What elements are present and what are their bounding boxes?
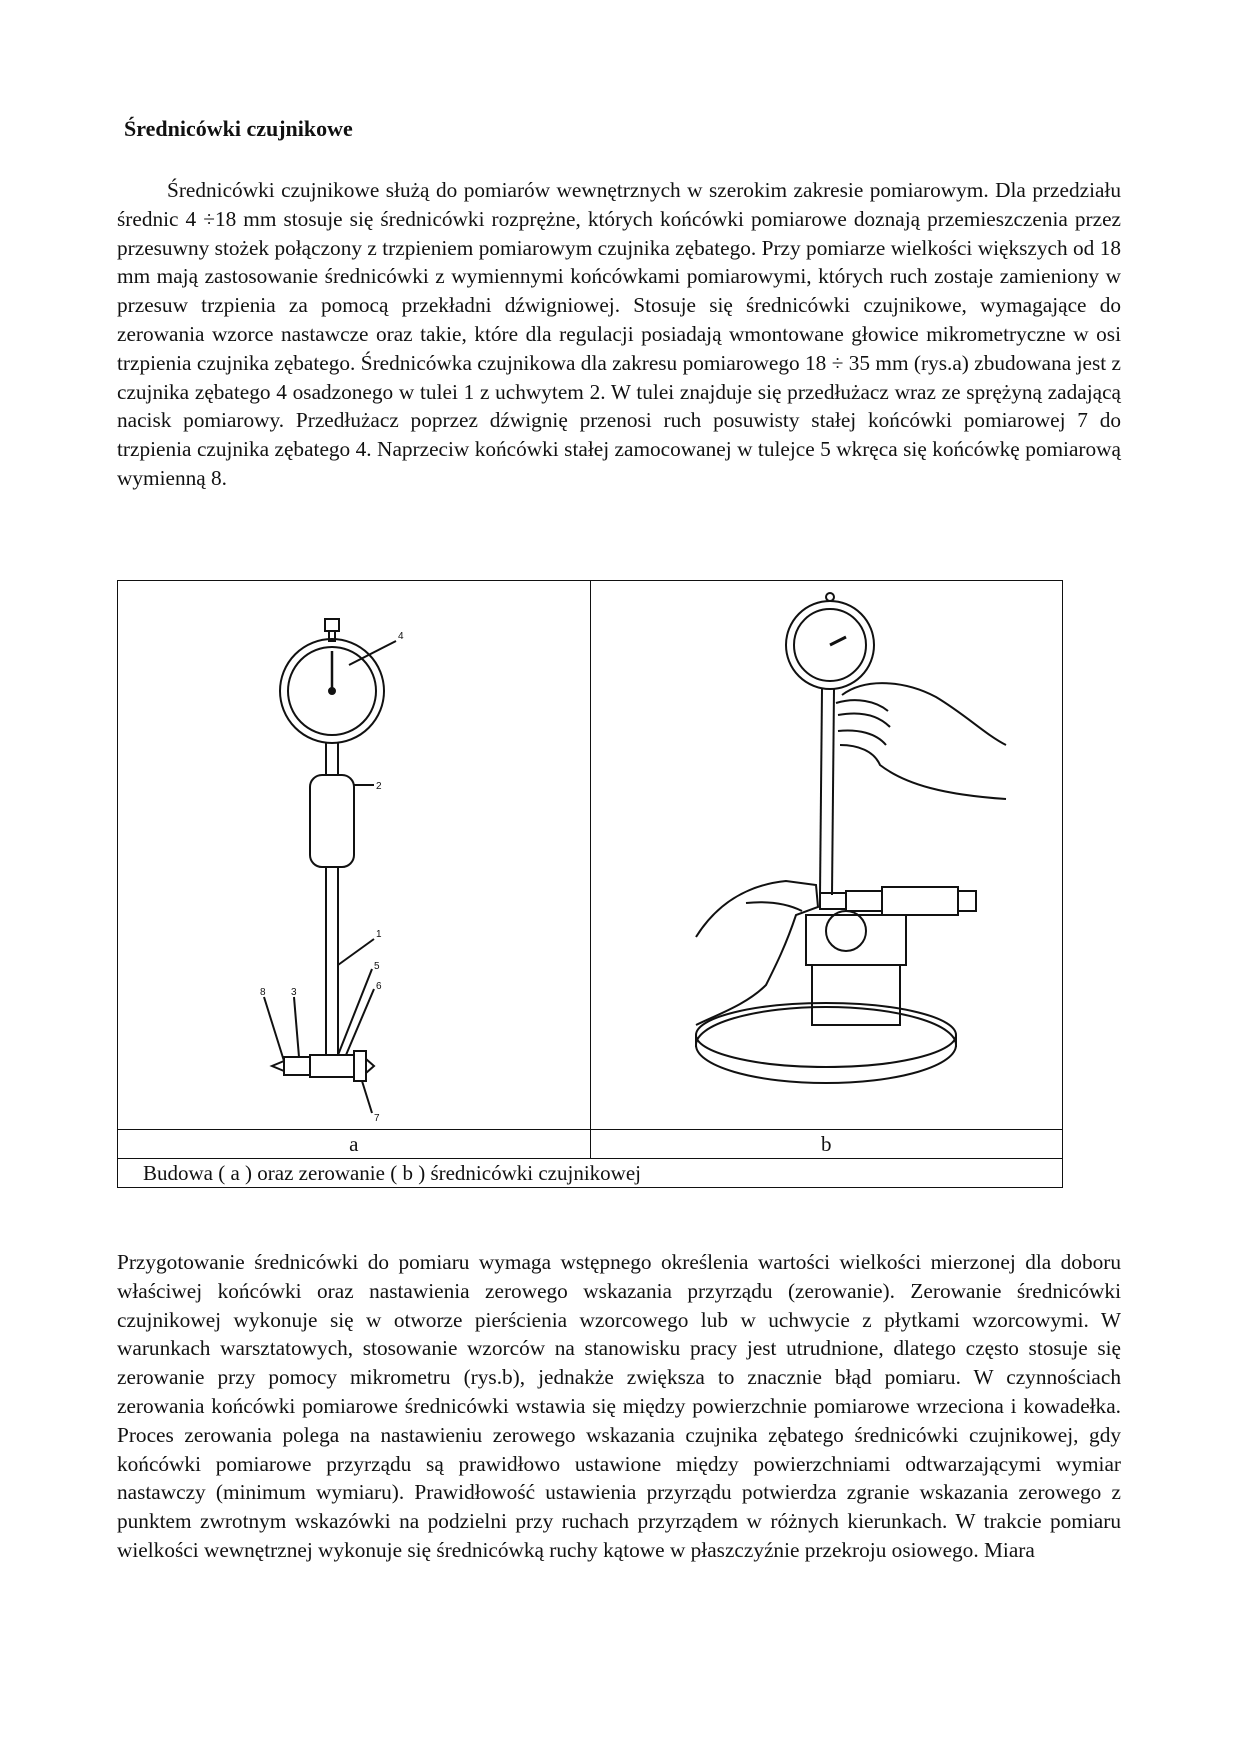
paragraph-intro-text: Średnicówki czujnikowe służą do pomiarów wewnętrznych w szerokim zakresie pomiarowym. Dla przedziału średnic 4 ÷18 mm stosuje się średnicówki rozprężne, których końcówki pomiarowe doznają przemieszczenia przez przesuwny stożek połączony z trzpieniem pomiarowym czujnika zębatego. Przy pomiarze wielkości większych od 18 mm mają zastosowanie średnicówki z wymiennymi końcówkami pomiarowymi, których ruch zostaje zamieniony w przesuw trzpienia za pomocą przekładni dźwigniowej. Stosuje się średnicówki czujnikowe, wymagające do zerowania wzorce nastawcze oraz takie, które dla regulacji posiadają wmontowane głowice mikrometryczne w osi trzpienia czujnika zębatego. Średnicówka czujnikowa dla zakresu pomiarowego 18 ÷ 35 mm (rys.a) zbudowana jest z czujnika zębatego 4 osadzonego w tulei 1 z uchwytem 2. W tulei znajduje się przedłużacz wraz ze sprężyną zadającą nacisk pomiarowy. Przedłużacz poprzez dźwignię przenosi ruch posuwisty stałej końcówki pomiarowej 7 do trzpienia czujnika zębatego 4. Naprzeciw końcówki stałej zamocowanej w tulejce 5 wkręca się końcówkę pomiarową wymienną 8.: [117, 178, 1121, 490]
callout-3: 3: [290, 987, 297, 998]
fixed-tip-shape: [354, 1051, 366, 1081]
handle-shape: [310, 775, 354, 867]
callout-8: 8: [259, 987, 266, 998]
clamp-shape: [806, 915, 906, 965]
anvil-shape: [284, 1057, 310, 1075]
micrometer-frame-shape: [846, 891, 882, 911]
paragraph-zeroing: Przygotowanie średnicówki do pomiaru wymaga wstępnego określenia wartości wielkości mierzonej dla doboru właściwej końcówki oraz nastawienia zerowego wskazania przyrządu (zerowanie). Zerowanie średnicówki czujnikowej wykonuje się w otworze pierścienia wzorcowego lub w uchwycie z płytkami wzorcowymi. W warunkach warsztatowych, stosowanie wzorców na stanowisku pracy jest utrudnione, dlatego często stosuje się zerowanie przy pomocy mikrometru (rys.b), jednakże zwiększa to znacznie błąd pomiaru. W czynnościach zerowania końcówki pomiarowe średnicówki wstawia się między powierzchnie pomiarowe wrzeciona i kowadełka. Proces zerowania polega na nastawieniu zerowego wskazania czujnika zębatego średnicówki czujnikowej, gdy końcówki pomiarowe przyrządu są prawidłowo ustawione między powierzchniami odtwarzającymi wymiar nastawczy (minimum wymiaru). Prawidłowość ustawienia przyrządu potwierdza zgranie wskazania zerowego z punktem zwrotnym wskazówki na podzielni przy ruchach przyrządem w różnych kierunkach. W trakcie pomiaru wielkości wewnętrznej wykonuje się średnicówką ruchy kątowe w płaszczyźnie przekroju osiowego. Miara: [117, 1250, 1121, 1562]
ball-shape: [826, 911, 866, 951]
figure-label-b: b: [590, 1130, 1063, 1159]
dial-hub-shape: [329, 688, 335, 694]
zeroing-drawing: [606, 585, 1046, 1125]
dial-needle-shape-b: [830, 637, 846, 645]
anvil-tip-shape: [272, 1061, 284, 1071]
stand-column-shape: [812, 965, 900, 1025]
dial-knob-shape-b: [826, 593, 834, 601]
page-title: Średnicówki czujnikowe: [124, 116, 353, 141]
bore-gauge-drawing: [134, 585, 574, 1125]
figure-label-a: a: [118, 1130, 591, 1159]
callout-7: 7: [373, 1113, 380, 1124]
head-shape: [310, 1055, 354, 1077]
base-shape: [696, 1007, 956, 1083]
dial-cap-shape: [325, 619, 339, 631]
callout-6: 6: [375, 981, 382, 992]
figure-a-cell: [118, 581, 591, 1130]
figure-table: [117, 580, 1063, 1188]
figure-b-cell: [590, 581, 1063, 1130]
figure-caption: Budowa ( a ) oraz zerowanie ( b ) średnicówki czujnikowej: [118, 1159, 1063, 1188]
callout-1: 1: [375, 929, 382, 940]
callout-5: 5: [373, 961, 380, 972]
figure: [117, 580, 1063, 1188]
paragraph-intro: [117, 176, 1121, 493]
callout-4: 4: [397, 631, 404, 642]
callout-2: 2: [375, 781, 382, 792]
micrometer-thimble-shape: [882, 887, 958, 915]
